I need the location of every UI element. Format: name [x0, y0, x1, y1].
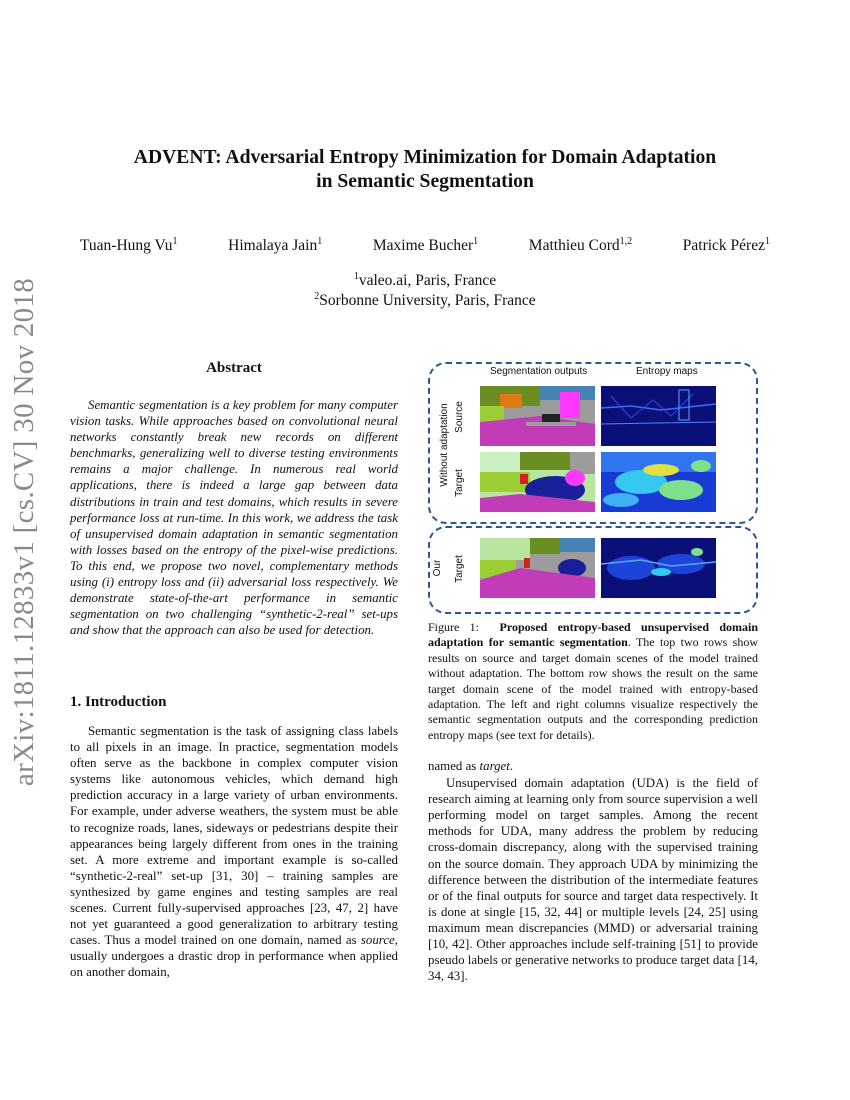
figure-1-caption: Figure 1: Proposed entropy-based unsupervised domain adaptation for semantic segmentation. The top two rows show results on source and target domain scenes of the model trained without adaptation. The bottom row shows the result on the same target domain scene of the model trained with entropy-based adaptation. The left and right columns visualize respectively the semantic segmentation outputs and the corresponding prediction entropy maps (see text for details). [428, 620, 758, 742]
author-list [60, 236, 790, 255]
group-label-without-adaptation: Without adaptation [439, 403, 450, 487]
arxiv-identifier: arXiv:1811.12833v1 [cs.CV] 30 Nov 2018 [8, 277, 40, 787]
paragraph-uda: Unsupervised domain adaptation (UDA) is the field of research aiming at learning only from source supervision a well performing model on target samples. Among the recent methods for UDA, many address the problem by reducing cross-domain discrepancy, along with the supervised training on the source domain. They approach UDA by minimizing the difference between the distribution of the intermediate features or of the final outputs for source and target data respectively. It is done at single [15, 32, 44] or multiple levels [24, 25] using maximum mean discrepancies (MMD) or adversarial training [10, 42]. Other approaches include self-training [51] to provide pseudo labels or generative networks to produce target data [14, 34, 43]. [428, 776, 758, 984]
author: Matthieu Cord$^{1,2}$ [528, 236, 633, 255]
affiliation: $^2$Sorbonne University, Paris, France [314, 291, 536, 310]
figure-1 [428, 362, 760, 614]
paper-title [90, 146, 760, 194]
section-heading-introduction: 1. Introduction [70, 694, 167, 710]
abstract-heading: Abstract [206, 360, 262, 376]
author: Tuan-Hung Vu$^1$ [80, 236, 178, 255]
author: Maxime Bucher$^1$ [372, 236, 479, 255]
target-entropy-image [601, 452, 716, 512]
title-line-1: ADVENT: Adversarial Entropy Minimization for Domain Adaptation [133, 147, 717, 168]
right-column-text [428, 758, 758, 984]
group-label-our: Our [432, 559, 443, 577]
adapted-target-entropy-image [601, 538, 716, 598]
paragraph-continuation: named as target. [428, 759, 514, 773]
source-segmentation-image [480, 386, 595, 446]
column-label-segmentation: Segmentation outputs [490, 366, 588, 377]
adapted-target-segmentation-image [480, 538, 595, 598]
affiliation: $^1$valeo.ai, Paris, France [353, 271, 497, 290]
title-line-2: in Semantic Segmentation [316, 171, 534, 192]
abstract-text: Semantic segmentation is a key problem for many computer vision tasks. While approaches based on convolutional neural networks constantly break new records on different benchmarks, generalizing well to diverse testing environments remains a major challenge. In numerous real world applications, there is indeed a large gap between data distributions in train and test domains, which results in severe performance loss at run-time. In this work, we address the task of unsupervised domain adaptation in semantic segmentation with losses based on the entropy of the pixel-wise predictions. To this end, we propose two novel, complementary methods using (i) entropy loss and (ii) adversarial loss respectively. We demonstrate state-of-the-art performance in semantic segmentation on two challenging “synthetic-2-real” set-ups and show that the approach can also be used for detection. [70, 398, 398, 638]
author: Himalaya Jain$^1$ [228, 236, 323, 255]
introduction-paragraph: Semantic segmentation is the task of assigning class labels to all pixels in an image. In practice, segmentation models often serve as the backbone in complex computer vision systems like autonomous vehicles, which demand high prediction accuracy in a large variety of urban environments. For example, under adverse weathers, the system must be able to recognize roads, lanes, sideways or pedestrians despite their appearances being largely different from ones in the training set. A more extreme and important example is so-called “synthetic-2-real” set-up [31, 30] – training samples are synthesized by game engines and testing samples are real scenes. Current fully-supervised approaches [23, 47, 2] have not yet guaranteed a good generalization to arbitrary testing cases. Thus a model trained on one domain, named as source, usually undergoes a drastic drop in performance when applied on another domain, [70, 724, 398, 980]
row-label-source: Source [454, 401, 465, 433]
target-segmentation-image [480, 452, 595, 512]
column-label-entropy: Entropy maps [636, 366, 698, 377]
row-label-target: Target [454, 469, 465, 497]
source-entropy-image [601, 386, 716, 446]
row-label-target: Target [454, 555, 465, 583]
author: Patrick Pérez$^1$ [682, 236, 770, 255]
